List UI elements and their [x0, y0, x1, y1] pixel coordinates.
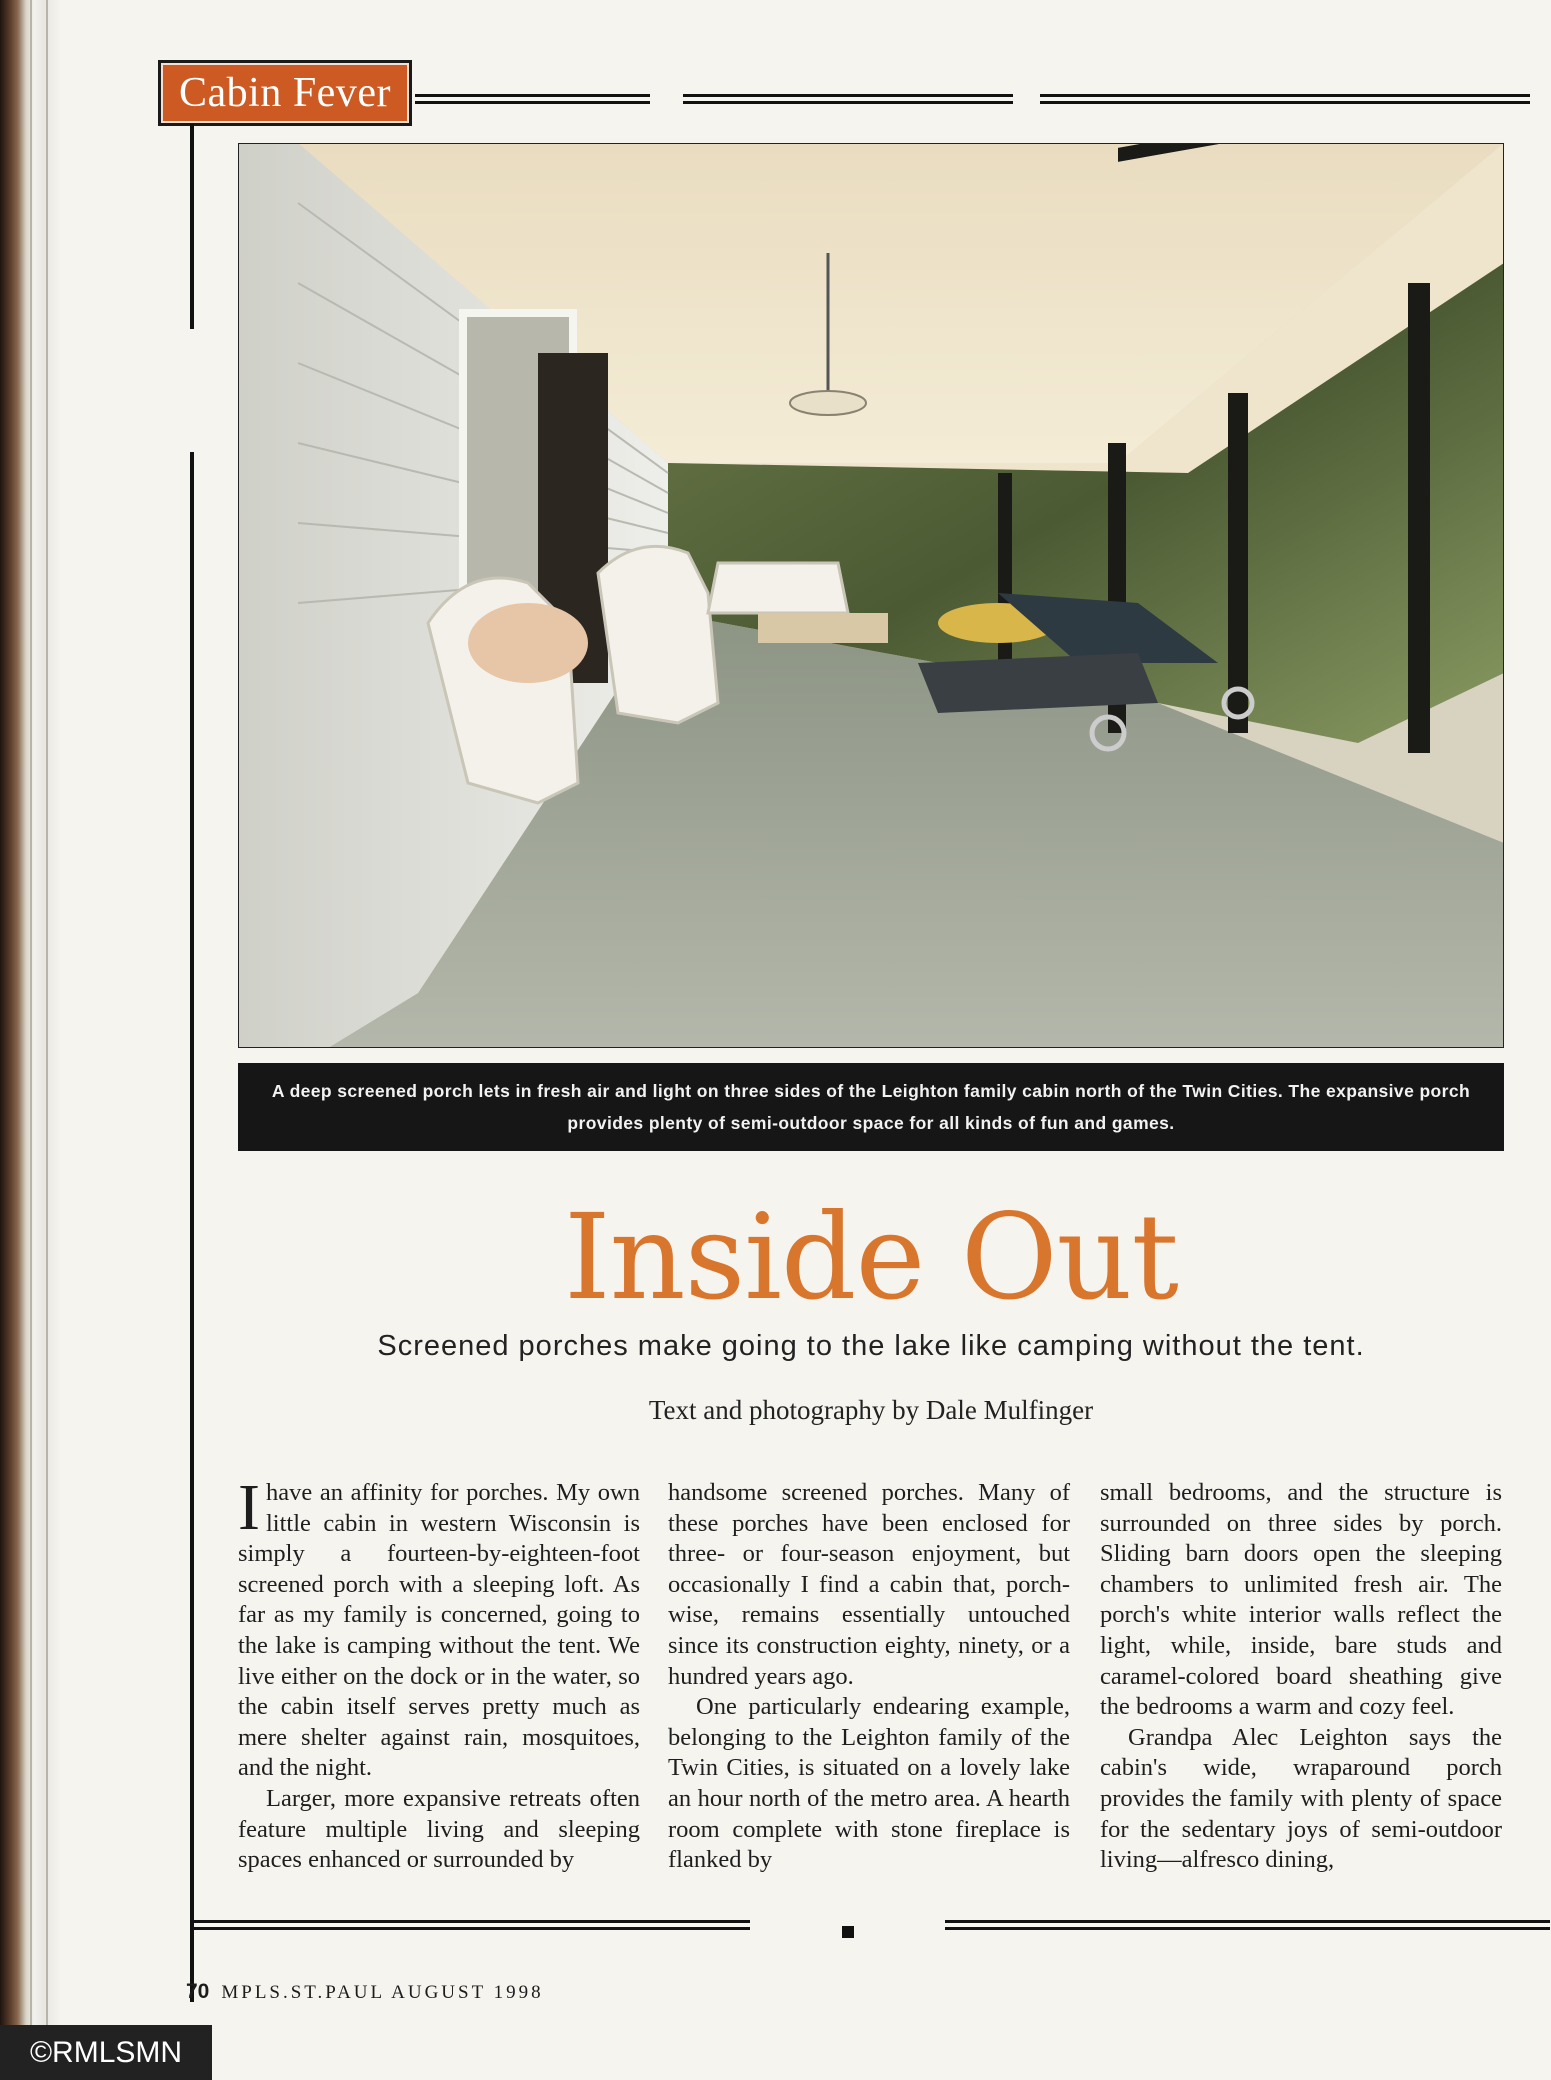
footer-rule	[190, 1920, 750, 1930]
body-column-2	[668, 1478, 1070, 1876]
header-rule	[683, 94, 1013, 104]
page-folio	[186, 1980, 544, 2004]
page-number: 70	[186, 1980, 210, 2003]
paragraph: handsome screened porches. Many of these porches have been enclosed for three- or four-season enjoyment, but occasionally I find a cabin that, porch-wise, remains essentially untouched since its construction eighty, ninety, or a hundred years ago.	[668, 1479, 1070, 1690]
caption-text: A deep screened porch lets in fresh air and light on three sides of the Leighton family cabin north of the Twin Cities. The expansive porch provides plenty of semi-outdoor space for all kinds of fun and games.	[271, 1081, 1471, 1133]
article-title: Inside Out	[564, 1188, 1178, 1326]
side-rule	[190, 124, 194, 329]
drop-cap: I	[238, 1471, 260, 1544]
header-rule	[415, 94, 650, 104]
article-byline: Text and photography by Dale Mulfinger	[648, 1395, 1094, 1425]
photo-caption	[238, 1063, 1504, 1151]
page-edge-line	[30, 0, 32, 2080]
article-subtitle: Screened porches make going to the lake like camping without the tent.	[377, 1330, 1365, 1362]
section-tag: Cabin Fever	[158, 60, 412, 126]
paragraph: small bedrooms, and the structure is surrounded on three sides by porch. Sliding barn doors open the sleeping chambers to unlimited fresh air. The porch's white interior walls reflect the light, while, inside, bare studs and caramel-colored board sheathing give the bedrooms a warm and cozy feel.	[1100, 1479, 1502, 1721]
paragraph: One particularly endearing example, belonging to the Leighton family of the Twin Cities, is situated on a lovely lake an hour north of the metro area. A hearth room complete with stone fireplace is flanked by	[668, 1693, 1070, 1874]
paragraph: Larger, more expansive retreats often feature multiple living and sleeping spaces enhanced or surrounded by	[238, 1784, 640, 1874]
footer-square	[842, 1926, 854, 1938]
watermark: ©RMLSMN	[0, 2025, 212, 2080]
paragraph: Grandpa Alec Leighton says the cabin's wide, wraparound porch provides the family with plenty of space for the sedentary joys of semi-outdoor living—alfresco dining,	[1100, 1723, 1502, 1874]
page-edge-line	[46, 0, 48, 2080]
body-column-3	[1100, 1478, 1502, 1876]
paragraph: Ihave an affinity for porches. My own little cabin in western Wisconsin is simply a fourteen-by-eighteen-foot screened porch with a sleeping loft. As far as my family is concerned, going to the lake is camping without the tent. We live either on the dock or in the water, so the cabin itself serves pretty much as mere shelter against rain, mosquitoes, and the night.	[238, 1471, 640, 1782]
body-column-1	[238, 1471, 640, 1876]
porch-photo	[238, 143, 1504, 1048]
footer-rule	[945, 1920, 1550, 1930]
publication-line: MPLS.ST.PAUL AUGUST 1998	[221, 1982, 544, 2003]
header-rule	[1040, 94, 1530, 104]
side-rule	[190, 452, 198, 2002]
